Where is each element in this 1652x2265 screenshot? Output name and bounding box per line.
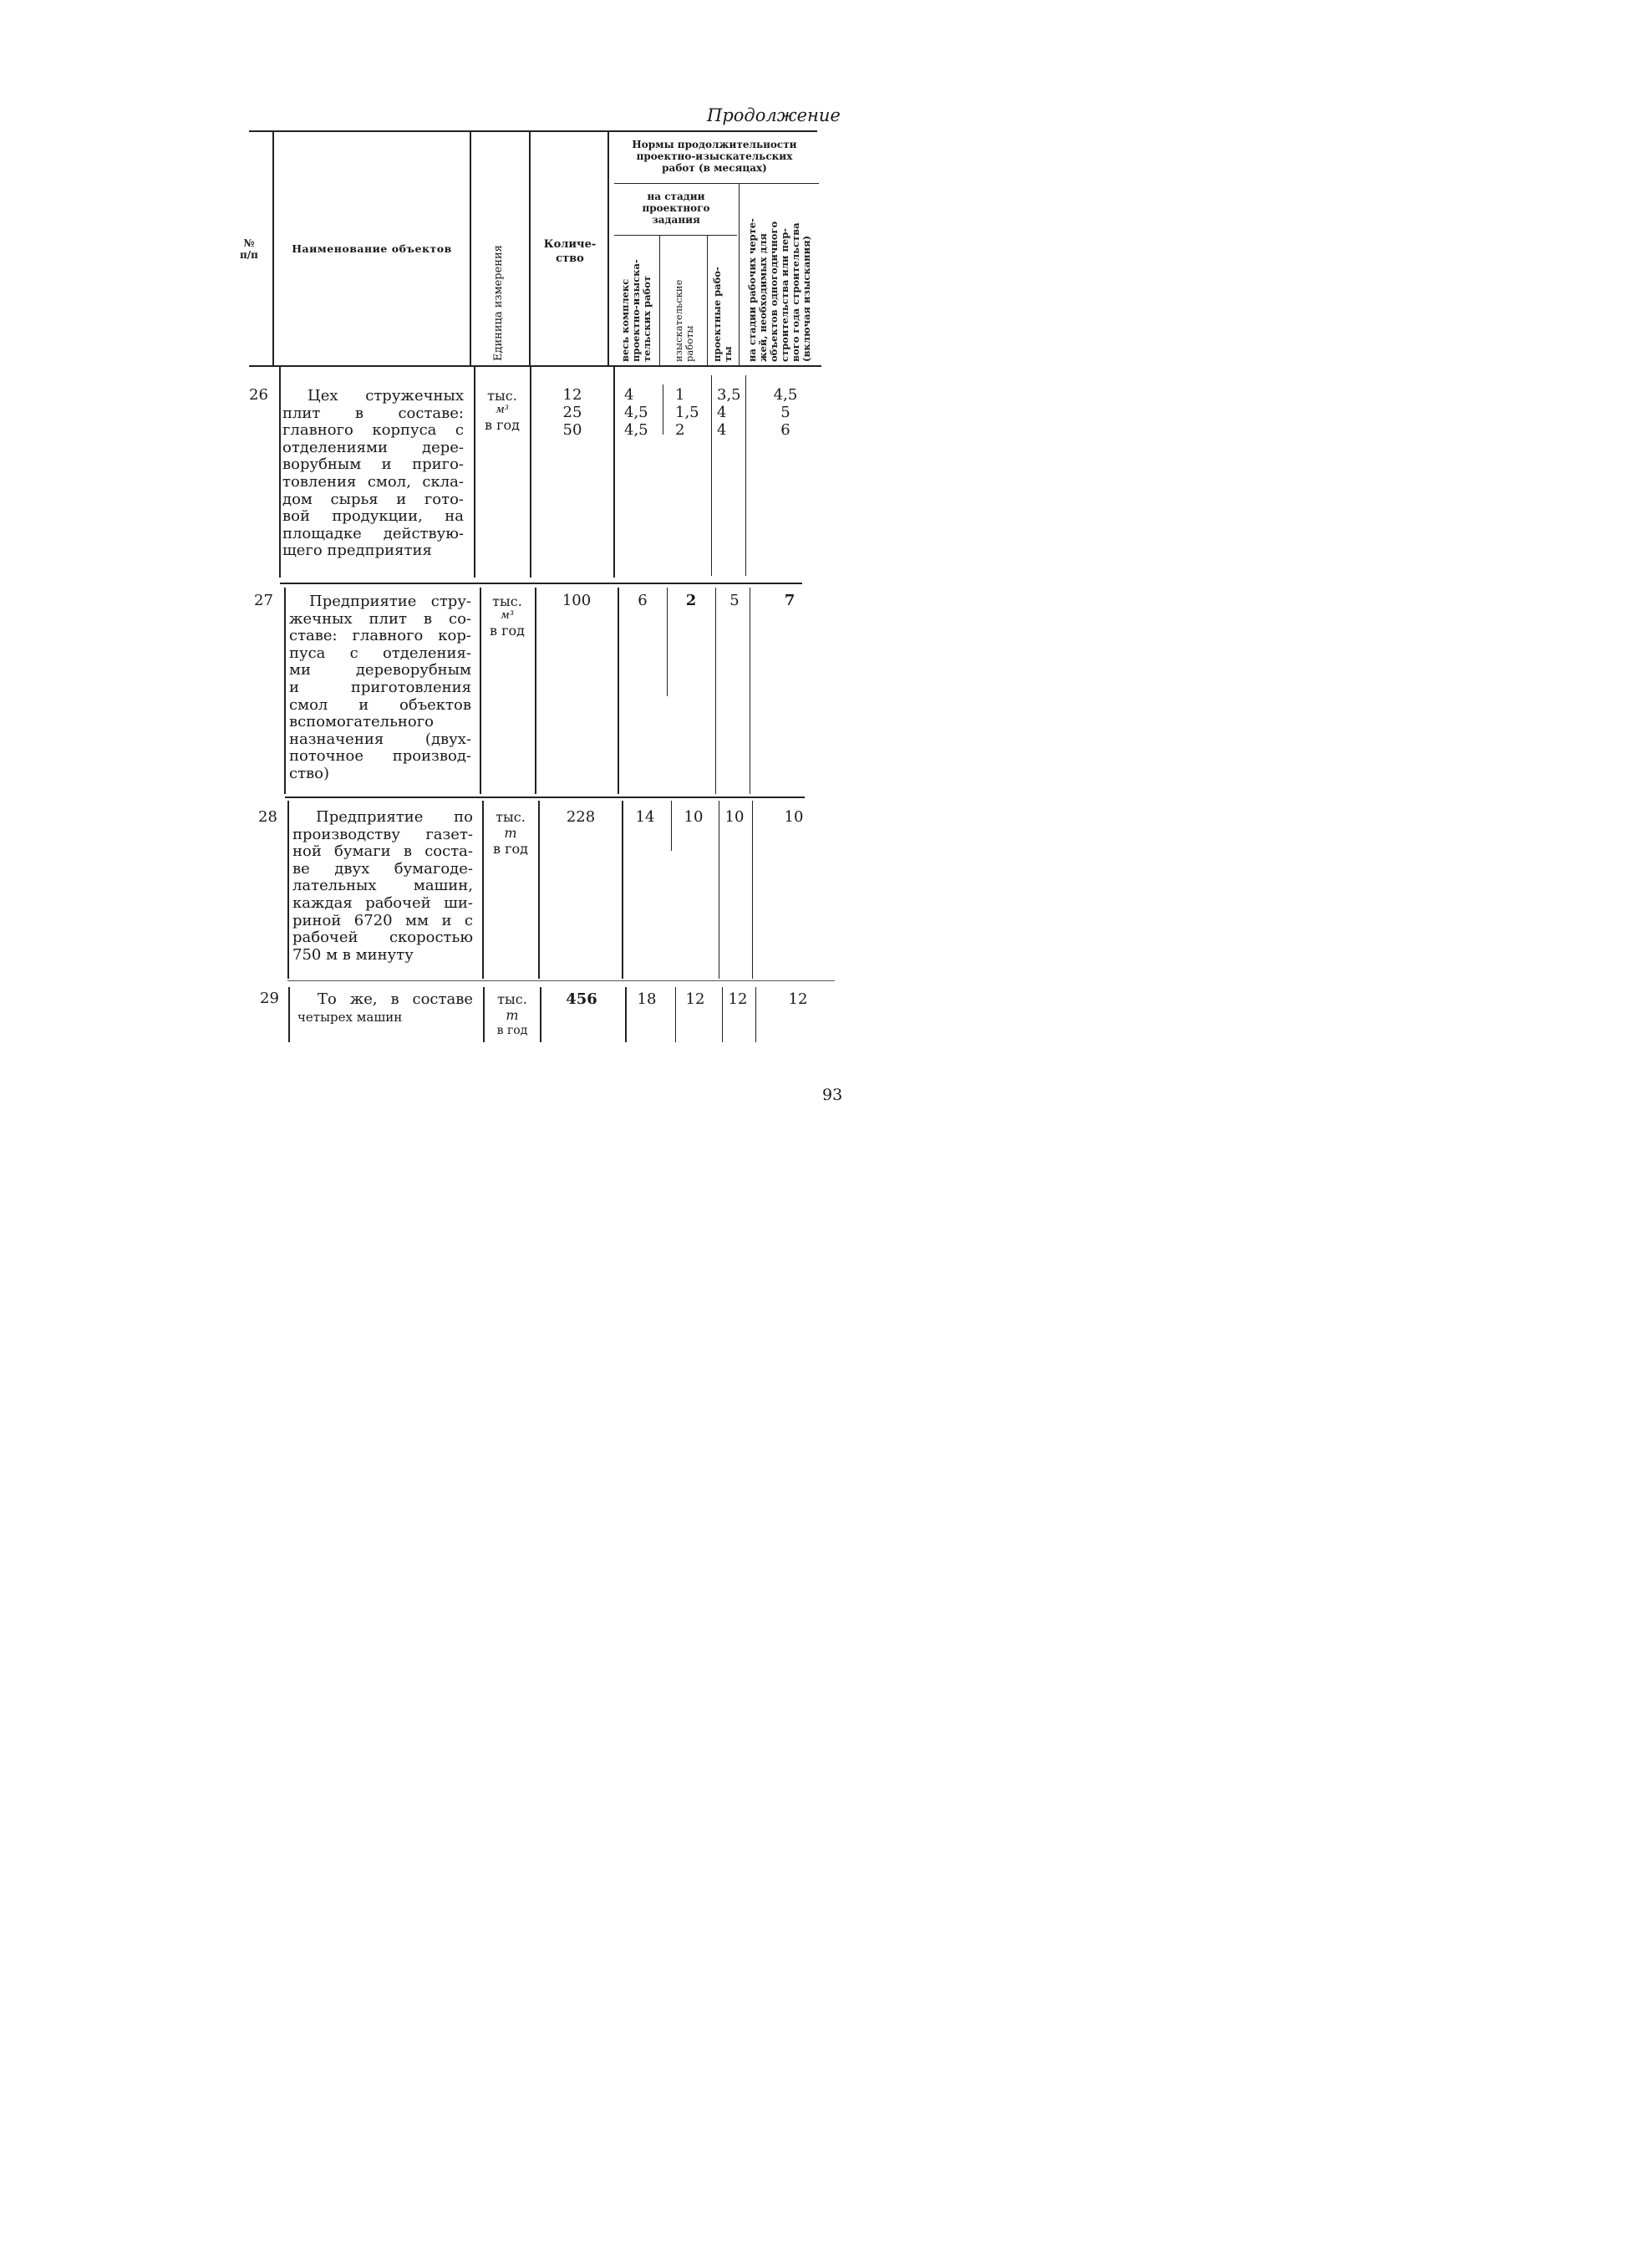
row-26-survey: 1 1,5 2 [675,386,699,439]
col-divider [284,588,286,794]
col-divider [722,987,723,1042]
row-29-quantity: 456 [566,990,597,1008]
row-29-survey: 12 [685,990,705,1008]
row-28-num: 28 [258,808,277,826]
row-26-quantity: 12 25 50 [562,386,582,439]
row-26-name: Цех стружечных плит в составе: главного корпуса с отделениями дере- ворубным и приго- товления смол, скла- дом сырья и гото- вой продукции, на площадке действую- щего предприятия [282,387,464,560]
table-top-rule [249,130,817,132]
col-header-norms: Нормы продолжительности проектно-изыскательских работ (в месяцах) [632,139,797,174]
col-header-name: Наименование объектов [292,242,452,255]
col-divider [607,132,609,366]
row-28-unit: тыс. т в год [493,809,528,857]
row-28-quantity: 228 [566,808,596,826]
row-29-working: 12 [788,990,808,1008]
col-header-unit: Единица измерения [492,245,505,361]
col-divider [745,375,746,576]
row-28-survey: 10 [684,808,704,826]
col-divider [671,801,672,851]
col-divider [711,375,712,576]
row-27-working: 7 [784,592,796,609]
col-divider [625,987,627,1042]
col-divider [613,367,615,578]
col-header-stage-project: на стадии проектного задания [642,191,710,226]
col-divider [538,801,540,979]
col-header-quantity: Количе- ство [543,238,597,265]
row-29-all: 18 [637,990,657,1008]
col-divider [530,367,531,578]
col-divider [482,801,484,979]
col-divider [535,588,536,794]
col-divider [752,801,753,979]
row-26-unit: тыс. м³ в год [485,388,520,433]
col-header-survey: изыскательские работы [673,279,695,362]
col-divider [667,588,668,696]
col-divider [622,801,623,979]
col-divider [659,236,660,366]
stage-group-rule [614,235,737,236]
row-27-design: 5 [729,592,740,609]
row-27-name: Предприятие стру- жечных плит в со- ставе: главного кор- пуса с отделения- ми дереворубным и приготовления смол и объектов вспомогательного назначения (двух- поточное производ- ство) [289,593,471,782]
row-29-name: То же, в составе четырех машин [297,990,473,1025]
col-divider [287,801,289,979]
col-divider [675,987,676,1042]
row-27-num: 27 [254,592,273,609]
col-divider [483,987,485,1042]
row-26-all: 4 4,5 4,5 [624,386,648,439]
header-bottom-rule [249,365,821,367]
row-29-unit: тыс. т в год [496,991,528,1037]
col-divider [470,132,471,366]
row-29-num: 29 [260,990,279,1007]
row-27-all: 6 [638,592,648,609]
continuation-title: Продолжение [707,105,841,125]
col-divider [279,367,281,578]
row-28-name: Предприятие по производству газет- ной бумаги в соста- ве двух бумагоде- лательных машин, каждая рабочей ши- риной 6720 мм и с рабочей скоростью 750 м в минуту [292,808,473,964]
col-header-all: весь комплекс проектно-изыска- тельских работ [619,259,653,362]
col-header-num: № п/п [240,237,258,261]
row-rule [285,797,805,798]
col-header-design: проектные рабо- ты [711,267,734,362]
col-header-working: на стадии рабочих черте- жей, необходимых для объектов одногодичного строительства или пер- вого года строительства (включая изыскания) [746,218,812,362]
row-27-survey: 2 [685,592,697,609]
row-27-unit: тыс. м³ в год [490,593,525,639]
row-27-quantity: 100 [562,592,592,609]
row-28-all: 14 [635,808,655,826]
row-28-design: 10 [724,808,745,826]
col-divider [715,588,716,794]
row-26-num: 26 [249,386,268,404]
norms-group-rule [614,183,819,184]
col-divider [707,236,708,366]
col-divider [529,132,531,366]
row-26-design: 3,5 4 4 [717,386,741,439]
col-divider [474,367,475,578]
col-divider [739,184,740,366]
row-rule [280,583,802,584]
page-number: 93 [822,1086,843,1104]
row-29-design: 12 [728,990,748,1008]
col-divider [755,987,756,1042]
col-divider [288,987,290,1042]
row-28-working: 10 [784,808,804,826]
row-26-working: 4,5 5 6 [773,386,798,439]
col-divider [540,987,541,1042]
row-rule [287,980,835,981]
col-divider [272,132,274,366]
col-divider [618,588,619,794]
